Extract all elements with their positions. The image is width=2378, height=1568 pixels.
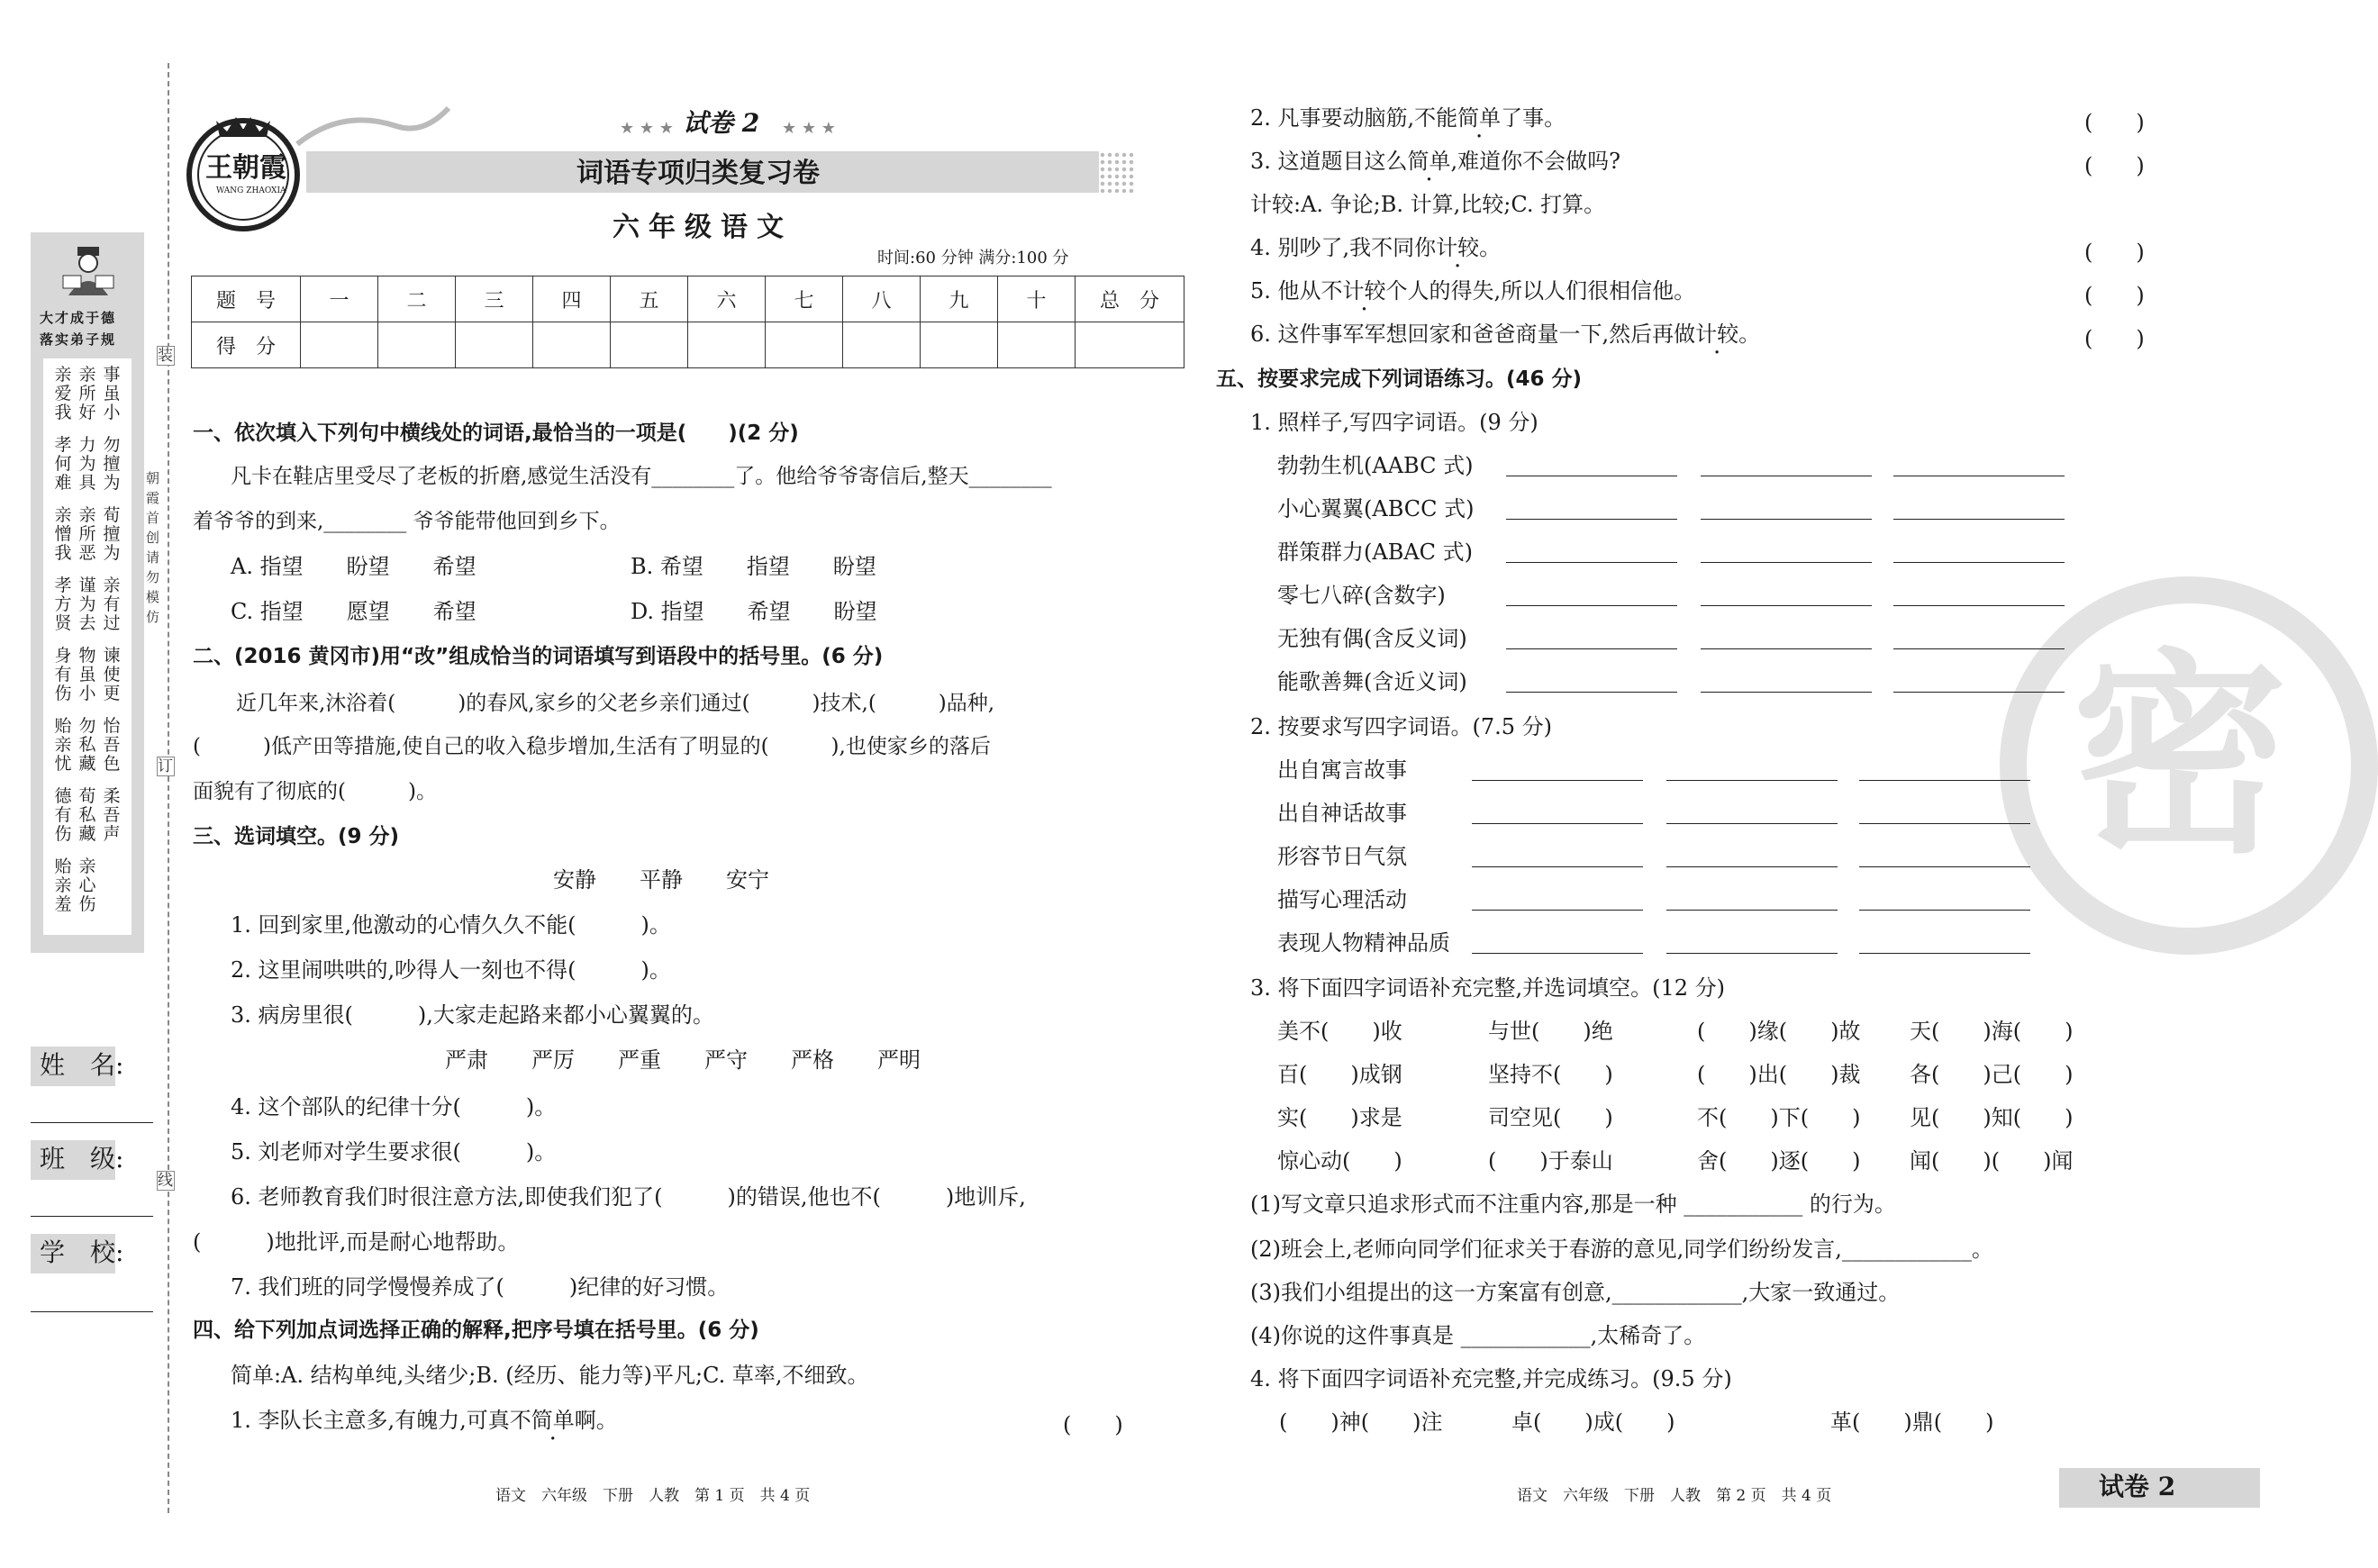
answer-line[interactable] [1472, 866, 1643, 867]
answer-line[interactable] [1701, 692, 1872, 693]
idiom-fill-item: ( )出( )裁 [1697, 1062, 1861, 1087]
score-table [191, 276, 1184, 368]
answer-blank[interactable]: ( ) [1063, 1412, 1123, 1437]
title-banner-dots [1099, 151, 1135, 193]
dotted-word: 简单 [531, 1408, 575, 1433]
s3-question-5: 5. 刘老师对学生要求很( )。 [231, 1139, 557, 1165]
class-label: 班 级: [40, 1144, 124, 1174]
score-header-cell: 三 [456, 276, 533, 322]
score-cell[interactable] [921, 322, 998, 368]
answer-line[interactable] [1472, 953, 1643, 954]
idiom-fill-item: 闻( )( )闻 [1910, 1148, 2074, 1174]
scholar-figure-icon [56, 245, 121, 303]
s3-question-3: 3. 病房里很( ),大家走起路来都小心翼翼的。 [231, 1002, 714, 1028]
s4-q5-text-end: 个人的得失,所以人们很相信他。 [1385, 278, 1696, 304]
answer-line[interactable] [1666, 953, 1838, 954]
s5-p3-sentence-3: (3)我们小组提出的这一方案富有创意,____________,大家一致通过。 [1250, 1280, 1901, 1305]
poem-column: 事虽小 [103, 365, 121, 422]
answer-blank[interactable]: ( ) [2084, 240, 2145, 265]
p2-item-label: 出自寓言故事 [1277, 757, 1407, 783]
s5-part-2-title: 2. 按要求写四字词语。(7.5 分) [1250, 714, 1553, 739]
poem-column: 亲所恶 [78, 505, 96, 563]
paper-number: 试卷 2 [683, 108, 760, 138]
answer-line[interactable] [1472, 910, 1643, 911]
section-4-title: 四、给下列加点词选择正确的解释,把序号填在括号里。(6 分) [193, 1319, 759, 1342]
idiom-fill-item: 坚持不( ) [1488, 1062, 1613, 1087]
answer-line[interactable] [1701, 519, 1872, 520]
answer-line[interactable] [1666, 780, 1838, 781]
binding-word-1: 装 [158, 347, 173, 365]
s4-q1-text: 1. 李队长主意多,有魄力,可真不 [231, 1408, 531, 1433]
poem-column: 身有伤 [54, 646, 72, 703]
p2-item-label: 出自神话故事 [1277, 801, 1407, 826]
score-header-cell: 题 号 [192, 276, 301, 322]
s4-q6-text-end: 。 [1738, 322, 1761, 347]
s5-p4-word-1: ( )神( )注 [1279, 1409, 1443, 1435]
poem-column: 贻亲忧 [54, 716, 72, 774]
dotted-word: 计较 [1436, 235, 1480, 260]
brand-name: 王朝霞 [205, 152, 286, 184]
ribbon-decoration [297, 99, 450, 157]
score-header-cell: 七 [766, 276, 843, 322]
poem-column: 孝方贤 [54, 576, 72, 633]
name-field[interactable] [31, 1122, 153, 1123]
score-cell[interactable] [456, 322, 533, 368]
s3-word-bank-2: 严肃 严厉 严重 严守 严格 严明 [445, 1047, 921, 1073]
poem-column: 谏使更 [103, 646, 121, 703]
score-header-cell: 六 [688, 276, 766, 322]
poem-column: 亲憎我 [54, 505, 72, 563]
s4-q3-text: 3. 这道题目这么 [1250, 149, 1408, 174]
subject-title: 六年级语文 [613, 212, 793, 243]
s4-question-4 [1250, 234, 1501, 261]
s4-definition-jiandan: 简单:A. 结构单纯,头绪少;B. (经历、能力等)平凡;C. 草率,不细致。 [231, 1363, 869, 1388]
binding-dashed-line [168, 63, 169, 1513]
s3-question-1: 1. 回到家里,他激动的心情久久不能( )。 [231, 912, 671, 938]
s1-option-a[interactable]: A. 指望 盼望 希望 [231, 554, 477, 579]
sidebar-motto-1: 大才成于德 [40, 310, 117, 326]
answer-blank[interactable]: ( ) [2084, 153, 2145, 178]
poem-column: 亲所好 [78, 365, 96, 422]
s5-p4-word-3: 革( )鼎( ) [1830, 1409, 1994, 1435]
paper-title: 词语专项归类复习卷 [576, 158, 820, 189]
answer-line[interactable] [1701, 605, 1872, 606]
idiom-fill-item: 惊心动( ) [1277, 1148, 1402, 1174]
s2-passage-line3: 面貌有了彻底的( )。 [193, 780, 437, 803]
poem-column: 怡吾色 [103, 716, 121, 774]
s5-part-3-title: 3. 将下面四字词语补充完整,并选词填空。(12 分) [1250, 975, 1726, 1001]
p1-item-label: 小心翼翼(ABCC 式) [1277, 496, 1475, 521]
s4-q6-text: 6. 这件事军军想回家和爸爸商量一下,然后再做 [1250, 322, 1696, 347]
poem-column: 德有伤 [54, 786, 72, 844]
s3-question-4: 4. 这个部队的纪律十分( )。 [231, 1094, 557, 1119]
idiom-fill-item: 天( )海( ) [1910, 1019, 2074, 1044]
answer-line[interactable] [1893, 605, 2065, 606]
s4-q2-text: 2. 凡事要动脑筋,不能 [1250, 105, 1458, 131]
poem-column: 亲心伤 [78, 857, 96, 914]
answer-line[interactable] [1472, 780, 1643, 781]
s3-question-6-cont: ( )地批评,而是耐心地帮助。 [193, 1229, 520, 1255]
s1-option-c[interactable]: C. 指望 愿望 希望 [231, 599, 477, 624]
brand-subtitle: WANG ZHAOXIA [216, 186, 286, 195]
answer-blank[interactable]: ( ) [2084, 110, 2145, 135]
answer-line[interactable] [1506, 692, 1677, 693]
dotted-word: 简单 [1407, 149, 1451, 174]
p1-item-label: 零七八碎(含数字) [1277, 583, 1446, 608]
score-header-cell: 二 [378, 276, 456, 322]
idiom-fill-item: 司空见( ) [1488, 1105, 1613, 1130]
p1-item-label: 能歌善舞(含近义词) [1277, 669, 1467, 694]
s3-question-2: 2. 这里闹哄哄的,吵得人一刻也不得( )。 [231, 957, 671, 983]
school-label: 学 校: [40, 1237, 124, 1267]
s5-p4-word-2: 卓( )成( ) [1511, 1409, 1675, 1435]
score-cell[interactable] [998, 322, 1076, 368]
binding-word-2: 订 [158, 757, 173, 775]
sidebar-motto-2: 落实弟子规 [40, 331, 117, 348]
section-3-title: 三、选词填空。(9 分) [193, 825, 400, 848]
p2-item-label: 表现人物精神品质 [1277, 930, 1450, 956]
idiom-fill-item: 舍( )逐( ) [1697, 1148, 1861, 1174]
answer-line[interactable] [1506, 519, 1677, 520]
s1-passage-line1: 凡卡在鞋店里受尽了老板的折磨,感觉生活没有________了。他给爷爷寄信后,整天________ [231, 465, 1052, 488]
s5-part-1-title: 1. 照样子,写四字词语。(9 分) [1250, 410, 1538, 435]
footer-page-2: 语文 六年级 下册 人教 第 2 页 共 4 页 [1517, 1487, 1832, 1505]
score-cell[interactable] [688, 322, 766, 368]
section-1-title: 一、依次填入下列句中横线处的词语,最恰当的一项是( )(2 分) [193, 421, 799, 445]
watermark-character: 密 [2072, 630, 2289, 883]
s4-q2-text-end: 了事。 [1501, 105, 1566, 131]
score-cell[interactable] [766, 322, 843, 368]
section-2-title: 二、(2016 黄冈市)用“改”组成恰当的词语填写到语段中的括号里。(6 分) [193, 645, 884, 668]
p1-item-label: 无独有偶(含反义词) [1277, 626, 1467, 651]
poem-column: 力为具 [78, 435, 96, 493]
idiom-fill-item: 不( )下( ) [1697, 1105, 1861, 1130]
score-header-cell: 五 [611, 276, 688, 322]
poem-column: 贻亲羞 [54, 857, 72, 914]
s4-q4-text: 4. 别吵了,我不同你 [1250, 235, 1437, 260]
answer-line[interactable] [1893, 562, 2065, 563]
score-header-cell: 总 分 [1076, 276, 1184, 322]
idiom-fill-item: 百( )成钢 [1277, 1062, 1402, 1087]
idiom-fill-item: 美不( )收 [1277, 1019, 1402, 1044]
s2-passage-line2: ( )低产田等措施,使自己的收入稳步增加,生活有了明显的( ),也使家乡的落后 [193, 735, 991, 758]
paper-number-stars-left: ★ ★ ★ [620, 119, 674, 138]
idiom-fill-item: 实( )求是 [1277, 1105, 1402, 1130]
poem-column: 物虽小 [78, 646, 96, 703]
score-table-header-row [192, 276, 1184, 322]
score-cell[interactable] [301, 322, 378, 368]
binding-word-3: 线 [158, 1172, 173, 1190]
poem-column: 勿私藏 [78, 716, 96, 774]
score-header-cell: 十 [998, 276, 1076, 322]
score-header-cell: 九 [921, 276, 998, 322]
answer-line[interactable] [1666, 866, 1838, 867]
score-row-label: 得 分 [192, 322, 301, 368]
score-table-score-row [192, 322, 1184, 368]
answer-line[interactable] [1701, 562, 1872, 563]
s4-question-6 [1250, 321, 1760, 348]
section-5-title: 五、按要求完成下列词语练习。(46 分) [1216, 367, 1583, 391]
idiom-fill-item: ( )缘( )故 [1697, 1019, 1861, 1044]
idiom-fill-item: ( )于泰山 [1488, 1148, 1613, 1174]
brand-logo [180, 108, 306, 238]
score-cell[interactable] [1076, 322, 1184, 368]
copyright-note: 朝霞首创 请勿模仿 [146, 470, 174, 625]
s3-question-6: 6. 老师教育我们时很注意方法,即使我们犯了( )的错误,他也不( )地训斥, [231, 1184, 1026, 1210]
s4-definition-jijiao: 计较:A. 争论;B. 计算,比较;C. 打算。 [1250, 192, 1606, 217]
p1-item-label: 勃勃生机(AABC 式) [1277, 453, 1474, 478]
s4-q3-text-end: ,难道你不会做吗? [1450, 149, 1621, 174]
s1-option-d[interactable]: D. 指望 希望 盼望 [631, 599, 877, 624]
score-cell[interactable] [533, 322, 611, 368]
idiom-fill-item: 各( )己( ) [1910, 1062, 2074, 1087]
s5-p3-sentence-2: (2)班会上,老师向同学们征求关于春游的意见,同学们纷纷发言,____________。 [1250, 1237, 1993, 1262]
answer-line[interactable] [1472, 823, 1643, 824]
score-cell[interactable] [611, 322, 688, 368]
poem-column: 谨为去 [78, 576, 96, 633]
poem-column: 孝何难 [54, 435, 72, 493]
answer-line[interactable] [1701, 648, 1872, 649]
school-field[interactable] [31, 1311, 153, 1312]
s1-option-b[interactable]: B. 希望 指望 盼望 [631, 554, 876, 579]
idiom-fill-item: 与世( )绝 [1488, 1019, 1613, 1044]
time-info: 时间:60 分钟 满分:100 分 [877, 249, 1069, 267]
score-header-cell: 八 [843, 276, 921, 322]
answer-line[interactable] [1666, 823, 1838, 824]
score-header-cell: 一 [301, 276, 378, 322]
s5-p3-sentence-4: (4)你说的这件事真是 ____________,太稀奇了。 [1250, 1323, 1706, 1348]
dotted-word: 计较 [1695, 322, 1739, 347]
s4-question-1 [231, 1407, 618, 1434]
answer-blank[interactable]: ( ) [2084, 326, 2145, 351]
name-label: 姓 名: [40, 1050, 124, 1080]
s4-q4-text-end: 。 [1479, 235, 1502, 260]
p2-item-label: 描写心理活动 [1277, 887, 1407, 912]
answer-line[interactable] [1666, 910, 1838, 911]
poem-column: 亲爱我 [54, 365, 72, 422]
idiom-fill-item: 见( )知( ) [1910, 1105, 2074, 1130]
answer-line[interactable] [1506, 562, 1677, 563]
p2-item-label: 形容节日气氛 [1277, 844, 1407, 869]
corner-paper-label: 试卷 2 [2099, 1472, 2176, 1501]
s4-q5-text: 5. 他从不 [1250, 278, 1343, 304]
answer-line[interactable] [1859, 823, 2030, 824]
s4-question-2 [1250, 104, 1566, 131]
answer-line[interactable] [1893, 648, 2065, 649]
poem-column: 荀私藏 [78, 786, 96, 844]
answer-line[interactable] [1893, 519, 2065, 520]
score-cell[interactable] [843, 322, 921, 368]
answer-line[interactable] [1893, 692, 2065, 693]
s3-word-bank-1: 安静 平静 安宁 [553, 867, 769, 893]
score-header-cell: 四 [533, 276, 611, 322]
poem-column: 勿擅为 [103, 435, 121, 493]
dotted-word: 计较 [1342, 278, 1386, 304]
answer-line[interactable] [1859, 780, 2030, 781]
poem-column: 柔吾声 [103, 786, 121, 844]
answer-line[interactable] [1859, 866, 2030, 867]
s1-passage-line2: 着爷爷的到来,________ 爷爷能带他回到乡下。 [193, 510, 621, 533]
s4-question-3 [1250, 148, 1620, 175]
dotted-word: 简单 [1457, 105, 1502, 131]
s3-question-7: 7. 我们班的同学慢慢养成了( )纪律的好习惯。 [231, 1274, 730, 1300]
s4-question-5 [1250, 277, 1695, 304]
s2-passage-line1: 近几年来,沐浴着( )的春风,家乡的父老乡亲们通过( )技术,( )品种, [236, 692, 995, 715]
s5-part-4-title: 4. 将下面四字词语补充完整,并完成练习。(9.5 分) [1250, 1366, 1732, 1391]
class-field[interactable] [31, 1216, 153, 1217]
poem-column: 亲有过 [103, 576, 121, 633]
footer-page-1: 语文 六年级 下册 人教 第 1 页 共 4 页 [495, 1487, 811, 1505]
answer-line[interactable] [1506, 605, 1677, 606]
p1-item-label: 群策群力(ABAC 式) [1277, 539, 1474, 565]
answer-line[interactable] [1506, 648, 1677, 649]
s4-q1-text-end: 啊。 [574, 1408, 618, 1433]
paper-number-stars-right: ★ ★ ★ [782, 119, 836, 138]
answer-line[interactable] [1859, 910, 2030, 911]
score-cell[interactable] [378, 322, 456, 368]
answer-blank[interactable]: ( ) [2084, 283, 2145, 308]
poem-column: 荀擅为 [103, 505, 121, 563]
s5-p3-sentence-1: (1)写文章只追求形式而不注重内容,那是一种 ___________ 的行为。 [1250, 1192, 1896, 1217]
answer-line[interactable] [1859, 953, 2030, 954]
